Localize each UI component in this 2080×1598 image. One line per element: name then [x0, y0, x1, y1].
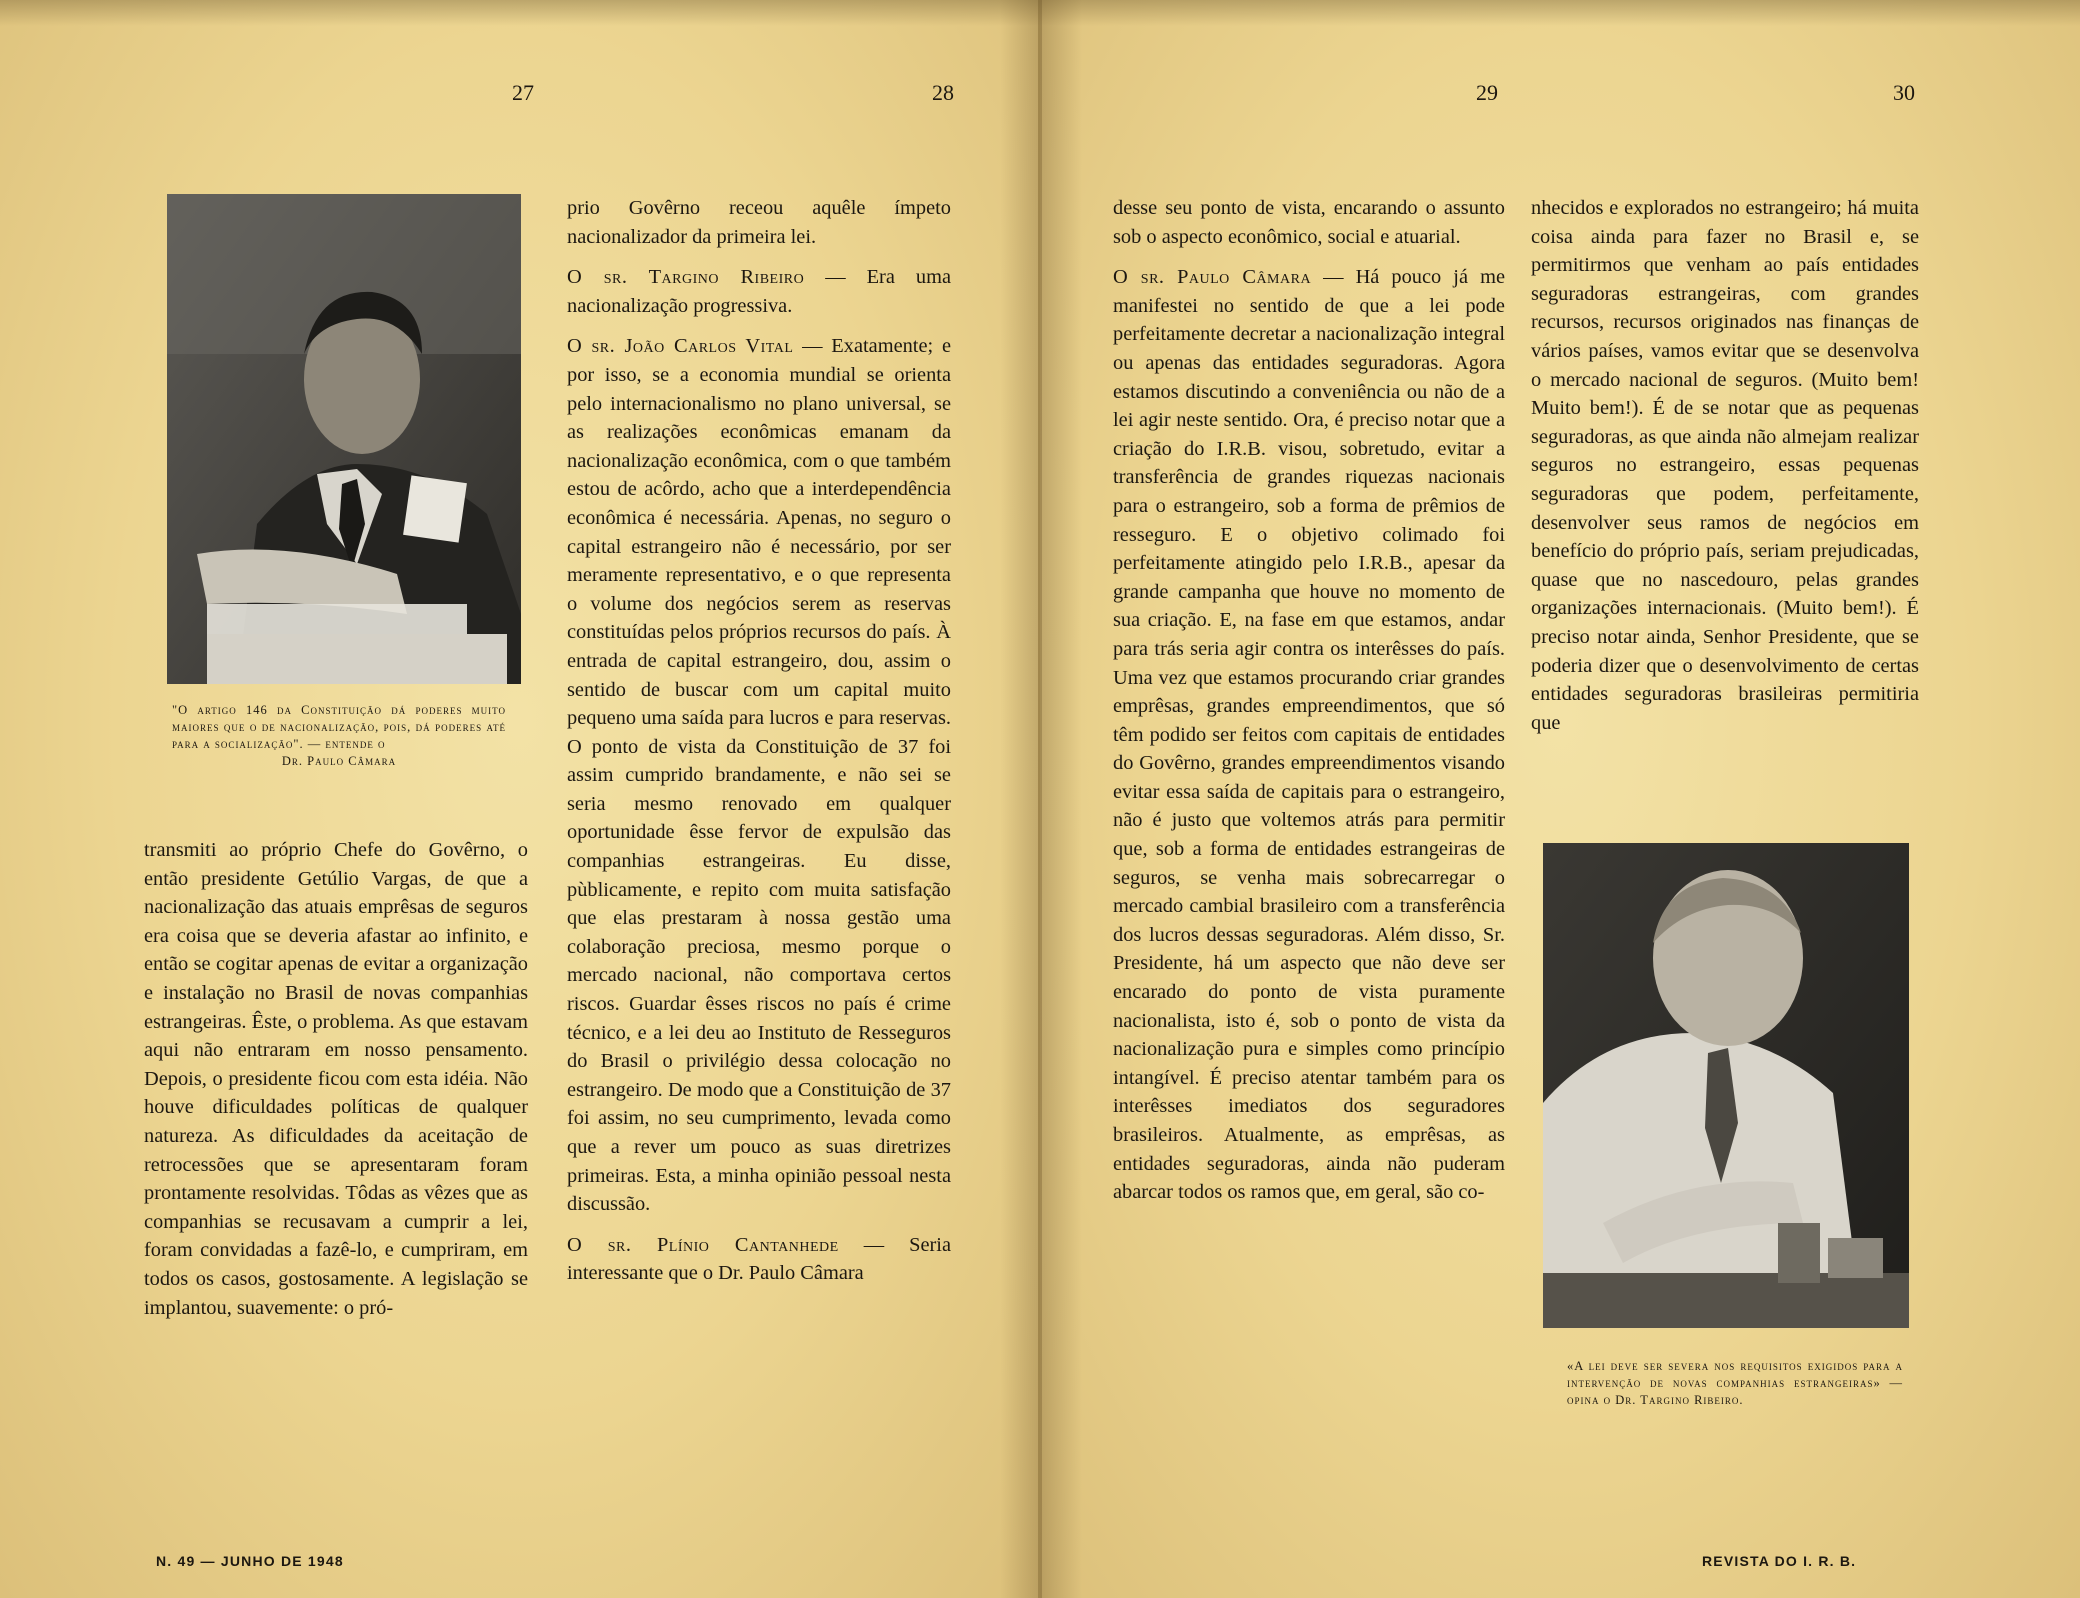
page-number-28: 28: [932, 80, 954, 105]
col1-paragraph: transmiti ao próprio Chefe do Govêrno, o então presidente Getúlio Vargas, de que a nacionalização das atuais emprêsas de seguros era coisa que se deveria afastar ao infinito, e então se cogitar apenas de evitar a organização e instalação no Brasil de novas companhias estrangeiras. Êste, o problema. As que estavam aqui não entraram em nosso pensamento. Depois, o presidente ficou com esta idéia. Não houve dificuldades políticas de qualquer natureza. As dificuldades da aceitação de retrocessões que se apresentaram foram prontamente resolvidas. Tôdas as vêzes que as companhias se recusavam a cumprir a lei, foram convidadas a fazê-lo, e cumpriram, em todos os casos, gostosamente. A legislação se implantou, suavemente: o pró-: [144, 839, 528, 1319]
gutter-shadow-right: [1040, 0, 1082, 1598]
col2-paragraph-2: [567, 263, 951, 320]
col2-paragraph-1: prio Govêrno receou aquêle ímpeto nacionalizador da primeira lei.: [567, 197, 951, 248]
col2-paragraph-3-text: — Exatamente; e por isso, se a economia mundial se orienta pelo internacionalismo no plano universal, se as realizações econômicas emanam da nacionalização econômica, com o que também estou de acôrdo, acho que a interdependência econômica é necessária. Apenas, no seguro o capital estrangeiro não é necessário, por ser meramente representativo, e o que representa o volume dos negócios serem as reservas constituídas pelos próprios recursos do país. À entrada de capital estrangeiro, dou, assim o sentido de buscar com um capital muito pequeno uma saída para lucros e para reservas. O ponto de vista da Constituição de 37 foi assim cumprido brandamente, e não sei se seria mesmo renovado em qualquer oportunidade êsse fervor de expulsão das companhias estrangeiras. Eu disse, pùblicamente, e repito com muita satisfação que elas prestaram à nossa gestão uma colaboração preciosa, mesmo porque o mercado nacional, não comportava certos riscos. Guardar êsses riscos no país é crime técnico, e a lei deu ao Instituto de Resseguros do Brasil o privilégio dessa colocação no estrangeiro. De modo que a Constituição de 37 foi assim, no seu cumprimento, levada como que a rever um pouco as suas diretrizes primeiras. Esta, a minha opinião pessoal nesta discussão.: [567, 335, 952, 1216]
photo-paulo-camara: [167, 194, 521, 684]
footer-journal-title: REVISTA DO I. R. B.: [1702, 1553, 1857, 1569]
page-number-30: 30: [1893, 80, 1915, 105]
column-page-27: [144, 836, 528, 1334]
col2-paragraph-4-text: — Seria interessante que o Dr. Paulo Câmara: [567, 1233, 951, 1285]
column-page-29: [1113, 194, 1505, 1219]
col2-paragraph-4: [567, 1231, 951, 1288]
gutter-shadow-left: [1000, 0, 1042, 1598]
caption-right: «A lei deve ser severa nos requisitos exigidos para a intervenção de novas companhias estrangeiras» — opina o Dr. Targino Ribeiro.: [1567, 1359, 1903, 1407]
footer-issue-date: N. 49 — JUNHO DE 1948: [156, 1553, 344, 1569]
col4-paragraph: nhecidos e explorados no estrangeiro; há muita coisa ainda para fazer no Brasil e, se permitirmos que venham ao país entidades seguradoras estrangeiras, com grandes recursos, recursos originados nas finanças de vários países, vamos evitar que se desenvolva o mercado nacional de seguros. (Muito bem! Muito bem!). É de se notar que as pequenas seguradoras, as que ainda não almejam realizar seguros no estrangeiro, essas pequenas seguradoras que podem, perfeitamente, desenvolver seus ramos de negócios em benefício do próprio país, seriam prejudicadas, quase que no nascedouro, pelas grandes organizações internacionais. (Muito bem!). É preciso notar ainda, Senhor Presidente, que se poderia dizer que o desenvolvimento de certas entidades seguradoras brasileiras permitiria que: [1531, 197, 1919, 734]
top-edge-shadow: [0, 0, 2080, 26]
col3-paragraph-2-text: — Há pouco já me manifestei no sentido de que a lei pode perfeitamente decretar a nacionalização integral ou apenas das entidades seguradoras. Agora estamos discutindo a conveniência ou não de a lei agir neste sentido. Ora, é preciso notar que a criação do I.R.B. visou, sobretudo, evitar a transferência de grandes riquezas nacionais para o estrangeiro, sob a forma de prêmios de resseguro. E o objetivo colimado foi perfeitamente atingido pelo I.R.B., apesar da grande campanha que houve no momento de sua criação. E, na fase em que estamos, andar para trás seria agir contra os interêsses do país. Uma vez que estamos procurando criar grandes emprêsas, grandes empreendimentos, que só têm podido ser feitos com capitais de entidades do Govêrno, grandes empreendimentos visando evitar essa saída de capitais para o estrangeiro, não é justo que voltemos atrás para permitir que, sob a forma de entidades estrangeiras de seguros, se venha mais sobrecarregar o mercado cambial brasileiro com a transferência dos lucros dessas seguradoras. Além disso, Sr. Presidente, há um aspecto que não deve ser encarado do ponto de vista puramente nacionalista, isto é, sob o ponto de vista da nacionalização pura e simples como princípio intangível. É preciso atentar também para os interêsses imediatos dos seguradores brasileiros. Atualmente, as emprêsas, as entidades seguradoras, ainda não puderam abarcar todos os ramos que, em geral, são co-: [1113, 266, 1505, 1204]
caption-left-name: Dr. Paulo Câmara: [281, 754, 397, 768]
speaker-paulo-camara: O sr. Paulo Câmara: [1113, 266, 1312, 289]
page-number-29: 29: [1476, 80, 1498, 105]
speaker-joao-carlos-vital: O sr. João Carlos Vital: [567, 335, 794, 358]
speaker-plinio-cantanhede: O sr. Plínio Cantanhede: [567, 1233, 839, 1256]
column-page-28: [567, 194, 951, 1300]
photo-paulo-camara-image: [167, 194, 521, 684]
col3-paragraph-1: desse seu ponto de vista, encarando o assunto sob o aspecto econômico, social e atuarial.: [1113, 197, 1505, 248]
photo-targino-ribeiro-image: [1543, 843, 1909, 1328]
photo-targino-ribeiro: [1543, 843, 1909, 1328]
page-number-27: 27: [512, 80, 534, 105]
caption-left-text: "O artigo 146 da Constituição dá poderes muito maiores que o de nacionalização, pois, dá poderes até para a socialização". — entende o: [172, 703, 506, 751]
col2-paragraph-2-text: — Era uma nacionalização progressiva.: [567, 266, 951, 317]
col2-paragraph-3: [567, 332, 951, 1218]
caption-left: [172, 702, 506, 770]
speaker-targino-ribeiro: O sr. Targino Ribeiro: [567, 266, 805, 289]
column-page-30: [1531, 194, 1919, 749]
col3-paragraph-2: [1113, 263, 1505, 1207]
